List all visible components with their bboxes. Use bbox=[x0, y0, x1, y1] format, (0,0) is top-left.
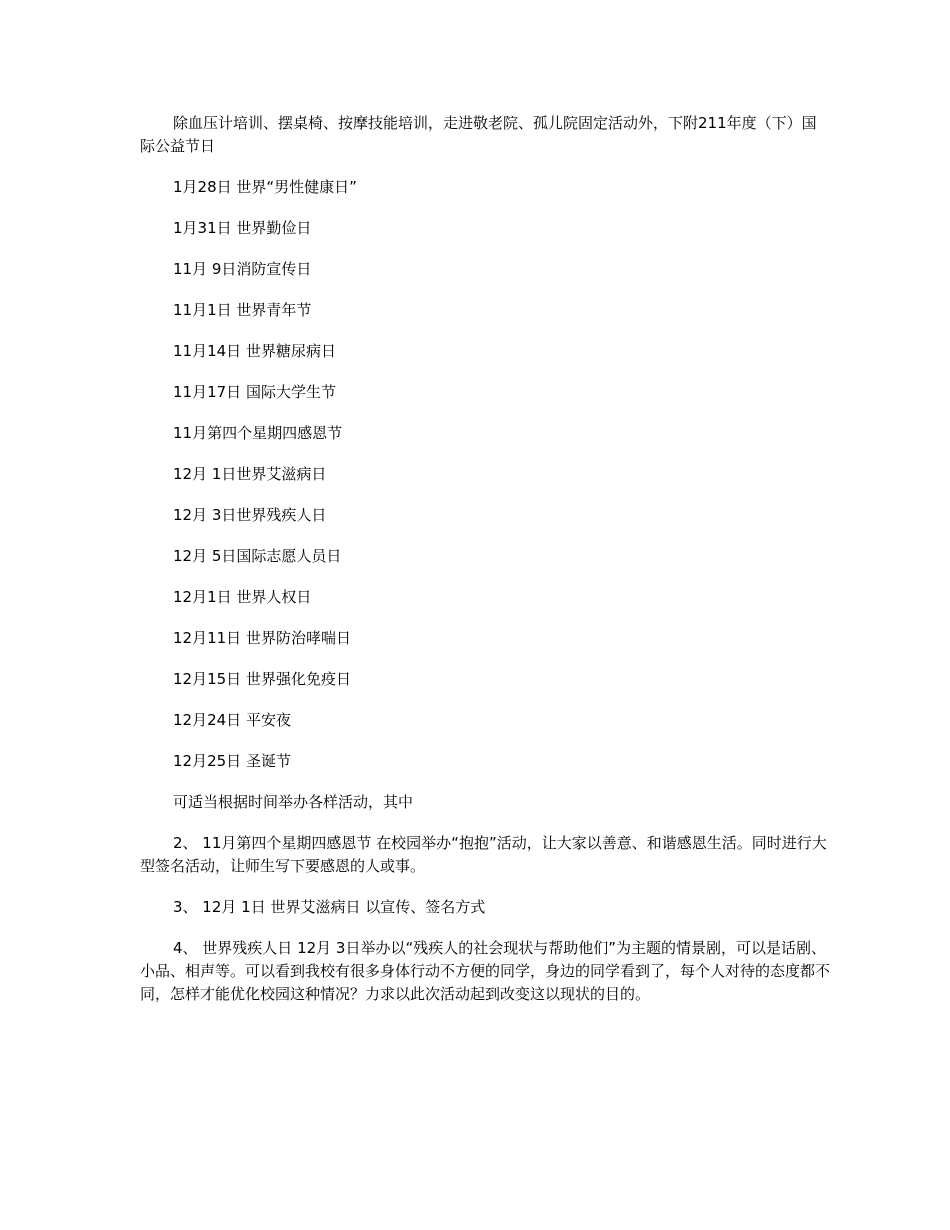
festival-item: 12月 1日世界艾滋病日 bbox=[173, 465, 327, 483]
festival-item: 12月25日 圣诞节 bbox=[173, 752, 291, 770]
festival-item: 12月11日 世界防治哮喘日 bbox=[173, 629, 351, 647]
festival-item: 12月24日 平安夜 bbox=[173, 711, 291, 729]
festival-list bbox=[140, 176, 830, 773]
festival-item: 12月 3日世界残疾人日 bbox=[173, 506, 327, 524]
festival-item: 1月28日 世界“男性健康日” bbox=[173, 178, 357, 196]
plan-paragraph: 4、 世界残疾人日 12月 3日举办以“残疾人的社会现状与帮助他们”为主题的情景剧，可以是话剧、小品、相声等。可以看到我校有很多身体行动不方便的同学，身边的同学看到了，每个人对待的态度都不同，怎样才能优化校园这种情况？力求以此次活动起到改变这以现状的目的。 bbox=[140, 939, 831, 1003]
summary-paragraph: 可适当根据时间举办各样活动，其中 bbox=[173, 793, 414, 811]
plan-paragraph: 3、 12月 1日 世界艾滋病日 以宣传、签名方式 bbox=[173, 898, 486, 916]
festival-item: 12月15日 世界强化免疫日 bbox=[173, 670, 351, 688]
festival-item: 12月 5日国际志愿人员日 bbox=[173, 547, 342, 565]
festival-item: 11月 9日消防宣传日 bbox=[173, 260, 312, 278]
festival-item: 11月第四个星期四感恩节 bbox=[173, 424, 343, 442]
plan-paragraph: 2、 11月第四个星期四感恩节 在校园举办“抱抱”活动，让大家以善意、和谐感恩生活。同时进行大型签名活动，让师生写下要感恩的人或事。 bbox=[140, 834, 827, 875]
festival-item: 11月14日 世界糖尿病日 bbox=[173, 342, 336, 360]
festival-item: 12月1日 世界人权日 bbox=[173, 588, 312, 606]
intro-paragraph: 除血压计培训、摆桌椅、按摩技能培训，走进敬老院、孤儿院固定活动外，下附211年度（下）国际公益节日 bbox=[140, 114, 817, 155]
festival-item: 11月1日 世界青年节 bbox=[173, 301, 312, 319]
festival-item: 11月17日 国际大学生节 bbox=[173, 383, 336, 401]
festival-item: 1月31日 世界勤俭日 bbox=[173, 219, 312, 237]
